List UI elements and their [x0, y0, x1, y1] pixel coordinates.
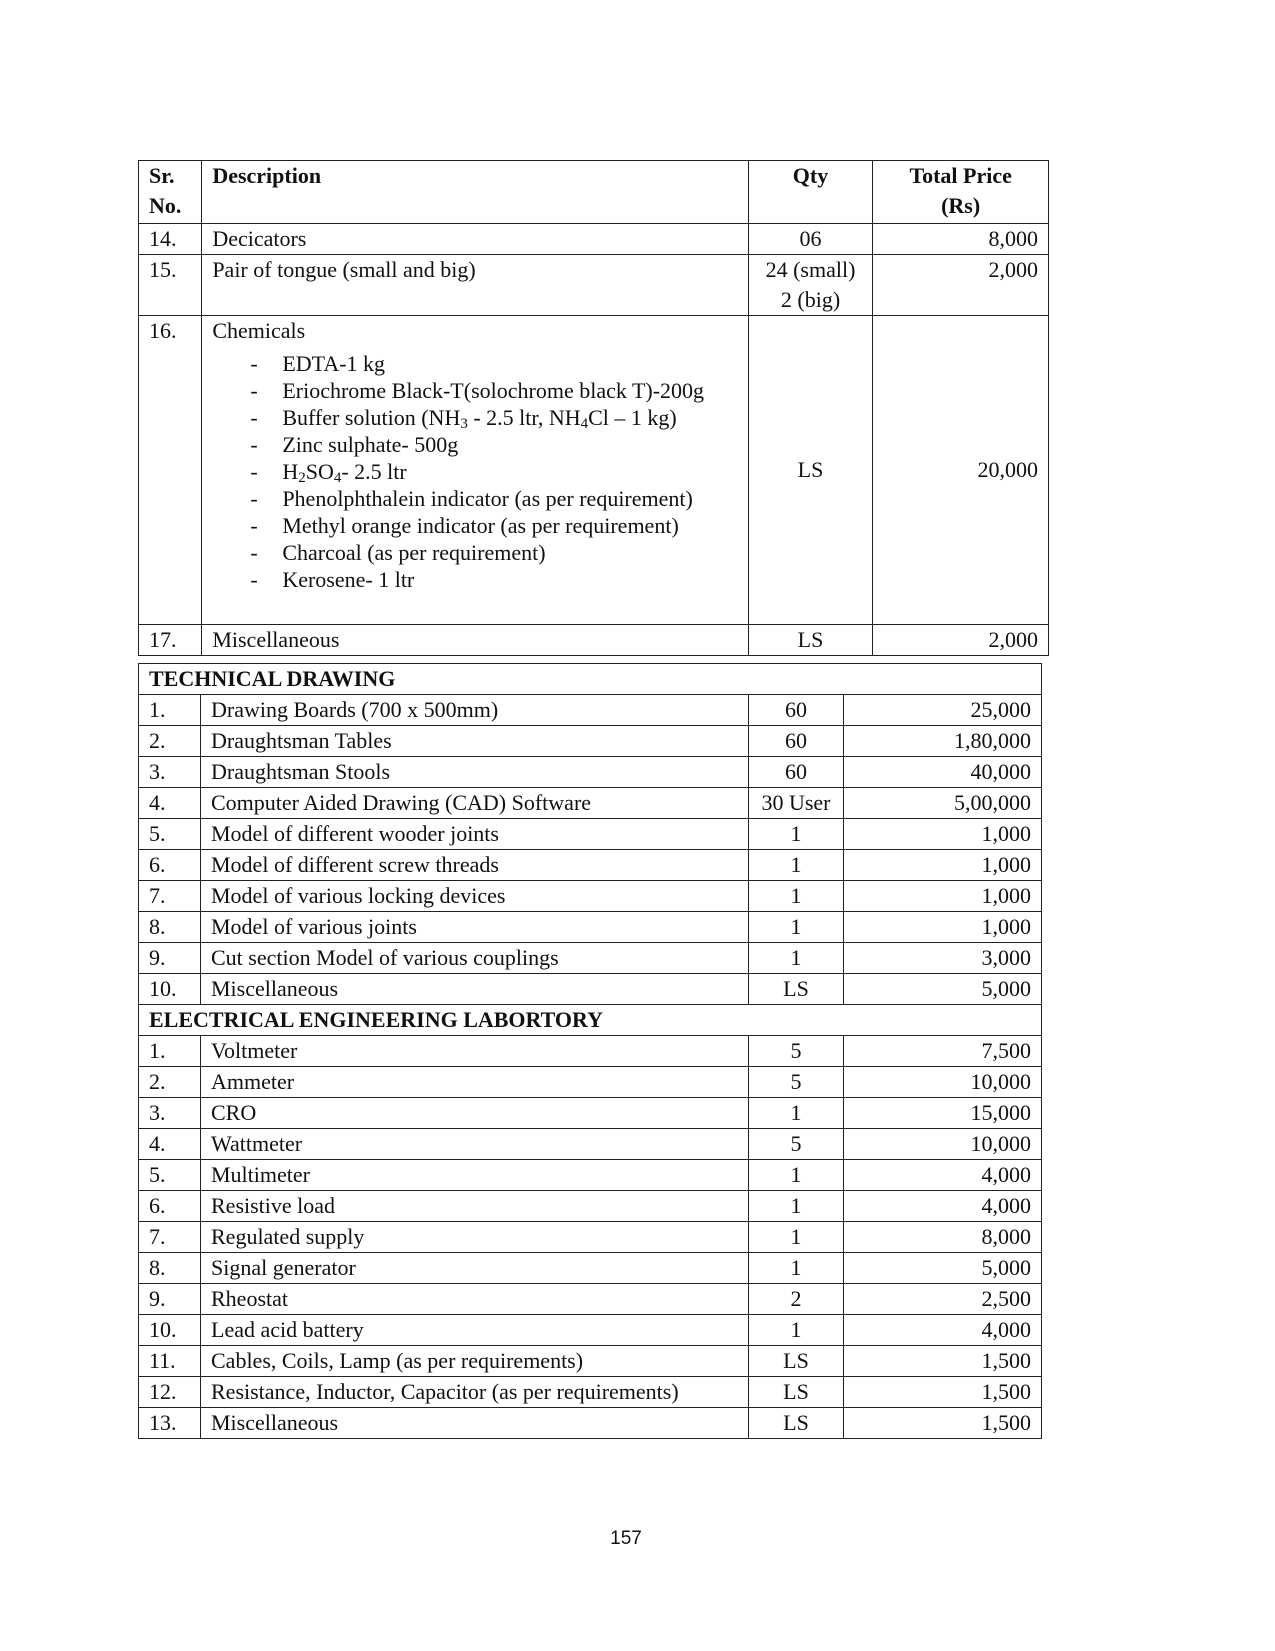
table-row — [139, 1377, 1042, 1408]
row-price: 1,000 — [844, 881, 1042, 912]
table-row — [139, 625, 1049, 656]
row-desc: Rheostat — [201, 1284, 749, 1315]
row-qty: LS — [749, 974, 844, 1005]
table-row — [139, 1160, 1042, 1191]
row-desc: Multimeter — [201, 1160, 749, 1191]
row-sr: 13. — [139, 1408, 201, 1439]
row-desc: Model of different screw threads — [201, 850, 749, 881]
table-row — [139, 224, 1049, 255]
row-qty: LS — [748, 625, 873, 656]
row-qty: 1 — [749, 912, 844, 943]
chemical-item: - Buffer solution ($NH_3 - 2.5$ ltr, $NH_4Cl - 1$ kg) — [250, 404, 737, 431]
chemicals-list — [212, 350, 737, 593]
row-price: 2,000 — [873, 255, 1049, 316]
row-desc: Cables, Coils, Lamp (as per requirements) — [201, 1346, 749, 1377]
table-row — [139, 1129, 1042, 1160]
row-price: 4,000 — [844, 1191, 1042, 1222]
row-sr: 3. — [139, 1098, 201, 1129]
table-row — [139, 788, 1042, 819]
row-desc: Draughtsman Tables — [201, 726, 749, 757]
row-qty: 60 — [749, 757, 844, 788]
row-sr: 4. — [139, 1129, 201, 1160]
row-qty: 5 — [749, 1067, 844, 1098]
table-row-chemicals — [139, 316, 1049, 625]
row-price: 1,000 — [844, 850, 1042, 881]
table-row — [139, 943, 1042, 974]
row-price: 5,000 — [844, 974, 1042, 1005]
row-price: 5,000 — [844, 1253, 1042, 1284]
row-qty: 2 — [749, 1284, 844, 1315]
row-desc: Computer Aided Drawing (CAD) Software — [201, 788, 749, 819]
row-desc: Lead acid battery — [201, 1315, 749, 1346]
row-price: 20,000 — [873, 316, 1049, 625]
section-title: ELECTRICAL ENGINEERING LABORTORY — [139, 1005, 1042, 1036]
row-desc: Voltmeter — [201, 1036, 749, 1067]
row-price: 1,500 — [844, 1408, 1042, 1439]
row-price: 1,000 — [844, 819, 1042, 850]
table-row — [139, 881, 1042, 912]
row-sr: 11. — [139, 1346, 201, 1377]
chemical-item: - Eriochrome Black-T(solochrome black T)-200g — [250, 377, 737, 404]
row-sr: 8. — [139, 912, 201, 943]
table-row — [139, 1315, 1042, 1346]
row-price: 40,000 — [844, 757, 1042, 788]
row-sr: 1. — [139, 1036, 201, 1067]
header-price: Total Price (Rs) — [873, 161, 1049, 224]
row-qty: 1 — [749, 1222, 844, 1253]
row-qty: 60 — [749, 695, 844, 726]
row-desc: Model of various joints — [201, 912, 749, 943]
row-price: 7,500 — [844, 1036, 1042, 1067]
row-sr: 10. — [139, 974, 201, 1005]
table-row — [139, 974, 1042, 1005]
table-row — [139, 1067, 1042, 1098]
row-desc: Resistive load — [201, 1191, 749, 1222]
row-sr: 5. — [139, 1160, 201, 1191]
row-sr: 7. — [139, 881, 201, 912]
row-qty: 06 — [748, 224, 873, 255]
row-qty: 1 — [749, 943, 844, 974]
row-sr: 9. — [139, 943, 201, 974]
row-qty: 1 — [749, 1160, 844, 1191]
table-row — [139, 726, 1042, 757]
row-sr: 9. — [139, 1284, 201, 1315]
row-qty: 1 — [749, 881, 844, 912]
header-description: Description — [202, 161, 748, 224]
row-desc — [202, 316, 748, 625]
row-desc: Draughtsman Stools — [201, 757, 749, 788]
row-qty: 1 — [749, 850, 844, 881]
row-qty: LS — [749, 1377, 844, 1408]
table-row — [139, 1346, 1042, 1377]
row-qty: LS — [749, 1346, 844, 1377]
table-row — [139, 1036, 1042, 1067]
equipment-table-top — [138, 160, 1049, 656]
row-sr: 7. — [139, 1222, 201, 1253]
row-qty: 24 (small) 2 (big) — [748, 255, 873, 316]
table-row — [139, 819, 1042, 850]
row-desc: Ammeter — [201, 1067, 749, 1098]
table-row — [139, 1284, 1042, 1315]
row-desc: Resistance, Inductor, Capacitor (as per requirements) — [201, 1377, 749, 1408]
row-qty: 1 — [749, 1191, 844, 1222]
table-row — [139, 255, 1049, 316]
equipment-table-sections — [138, 663, 1042, 1439]
row-price: 1,500 — [844, 1377, 1042, 1408]
row-desc: Miscellaneous — [202, 625, 748, 656]
row-price: 4,000 — [844, 1160, 1042, 1191]
row-qty: 60 — [749, 726, 844, 757]
row-price: 1,000 — [844, 912, 1042, 943]
row-qty: 1 — [749, 1315, 844, 1346]
row-price: 8,000 — [873, 224, 1049, 255]
table-row — [139, 695, 1042, 726]
row-desc: Pair of tongue (small and big) — [202, 255, 748, 316]
row-sr: 17. — [139, 625, 202, 656]
row-desc: Wattmeter — [201, 1129, 749, 1160]
row-desc: Decicators — [202, 224, 748, 255]
row-sr: 16. — [139, 316, 202, 625]
row-price: 2,000 — [873, 625, 1049, 656]
row-sr: 4. — [139, 788, 201, 819]
chemical-item: - Zinc sulphate- 500g — [250, 431, 737, 458]
row-desc: Drawing Boards (700 x 500mm) — [201, 695, 749, 726]
row-price: 3,000 — [844, 943, 1042, 974]
row-sr: 6. — [139, 850, 201, 881]
row-sr: 14. — [139, 224, 202, 255]
row-price: 25,000 — [844, 695, 1042, 726]
row-qty: 1 — [749, 1253, 844, 1284]
row-qty: 1 — [749, 819, 844, 850]
table-row — [139, 1222, 1042, 1253]
section-heading-technical-drawing — [139, 664, 1042, 695]
chemical-item: - Charcoal (as per requirement) — [250, 539, 737, 566]
row-price: 8,000 — [844, 1222, 1042, 1253]
row-qty: LS — [748, 316, 873, 625]
row-sr: 10. — [139, 1315, 201, 1346]
row-price: 10,000 — [844, 1129, 1042, 1160]
chemical-item: - Phenolphthalein indicator (as per requirement) — [250, 485, 737, 512]
table-row — [139, 912, 1042, 943]
page-number: 157 — [610, 1528, 642, 1549]
header-qty: Qty — [748, 161, 873, 224]
row-qty: LS — [749, 1408, 844, 1439]
row-price: 15,000 — [844, 1098, 1042, 1129]
row-desc: Signal generator — [201, 1253, 749, 1284]
row-desc: CRO — [201, 1098, 749, 1129]
table-row — [139, 850, 1042, 881]
row-price: 5,00,000 — [844, 788, 1042, 819]
row-sr: 12. — [139, 1377, 201, 1408]
row-price: 4,000 — [844, 1315, 1042, 1346]
row-sr: 2. — [139, 1067, 201, 1098]
row-price: 1,80,000 — [844, 726, 1042, 757]
row-sr: 1. — [139, 695, 201, 726]
table-row — [139, 1191, 1042, 1222]
row-sr: 5. — [139, 819, 201, 850]
row-qty: 30 User — [749, 788, 844, 819]
row-sr: 6. — [139, 1191, 201, 1222]
row-sr: 3. — [139, 757, 201, 788]
section-title: TECHNICAL DRAWING — [139, 664, 1042, 695]
row-desc: Model of different wooder joints — [201, 819, 749, 850]
chemical-item: - Kerosene- 1 ltr — [250, 566, 737, 593]
row-desc: Model of various locking devices — [201, 881, 749, 912]
row-desc: Miscellaneous — [201, 974, 749, 1005]
row-price: 10,000 — [844, 1067, 1042, 1098]
chemical-item: - EDTA-1 kg — [250, 350, 737, 377]
header-row — [139, 161, 1049, 224]
table-row — [139, 1408, 1042, 1439]
chemicals-label: Chemicals — [212, 318, 306, 343]
row-price: 1,500 — [844, 1346, 1042, 1377]
table-row — [139, 1253, 1042, 1284]
chemical-item: - $H_2SO_4-$ 2.5 ltr — [250, 458, 737, 485]
header-sr: Sr. No. — [139, 161, 202, 224]
row-sr: 15. — [139, 255, 202, 316]
section-heading-electrical — [139, 1005, 1042, 1036]
row-desc: Cut section Model of various couplings — [201, 943, 749, 974]
row-price: 2,500 — [844, 1284, 1042, 1315]
row-desc: Miscellaneous — [201, 1408, 749, 1439]
table-row — [139, 757, 1042, 788]
row-qty: 1 — [749, 1098, 844, 1129]
row-qty: 5 — [749, 1036, 844, 1067]
row-sr: 2. — [139, 726, 201, 757]
row-qty: 5 — [749, 1129, 844, 1160]
chemical-item: - Methyl orange indicator (as per requirement) — [250, 512, 737, 539]
table-row — [139, 1098, 1042, 1129]
row-sr: 8. — [139, 1253, 201, 1284]
row-desc: Regulated supply — [201, 1222, 749, 1253]
